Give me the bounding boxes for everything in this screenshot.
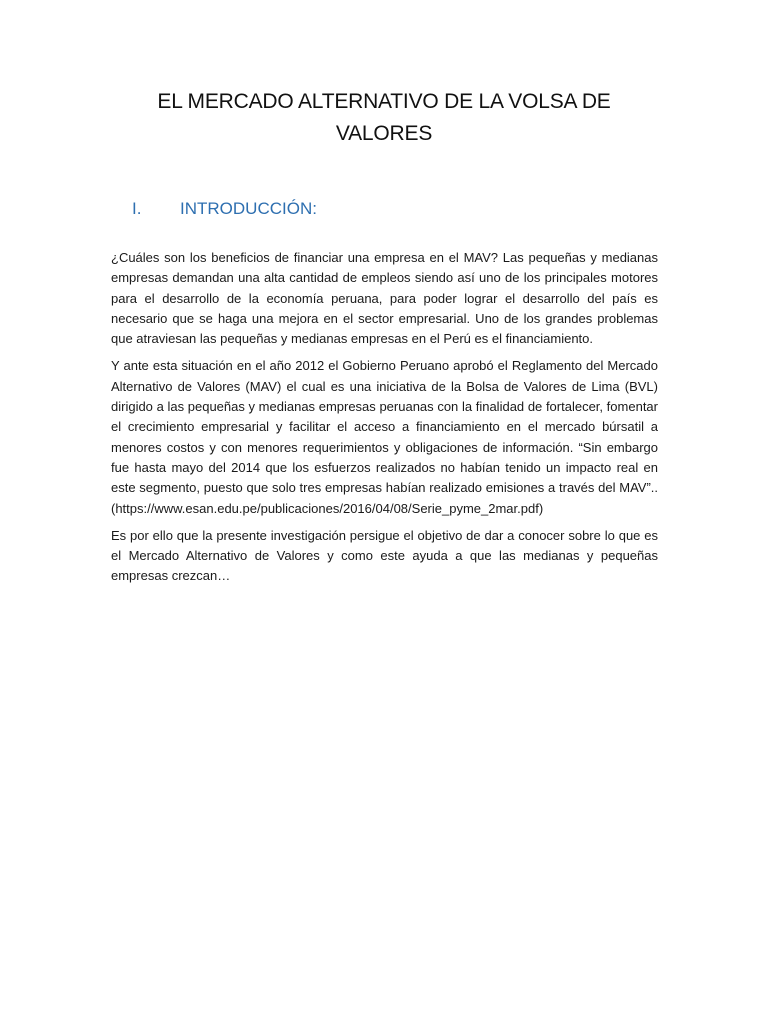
paragraph-1: ¿Cuáles son los beneficios de financiar una empresa en el MAV? Las pequeñas y medianas empresas demandan una alta cantidad de empleos siendo así uno de los principales motores para el desarrollo de la economía peruana, para poder lograr el desarrollo del país es necesario que se haga una mejora en el sector empresarial. Uno de los grandes problemas que atraviesan las pequeñas y medianas empresas en el Perú es el financiamiento. <box>111 250 658 347</box>
section-number: I. <box>132 199 142 218</box>
section-heading <box>132 197 317 221</box>
document-body <box>111 248 658 594</box>
title-line-1: EL MERCADO ALTERNATIVO DE LA VOLSA DE <box>157 90 611 113</box>
paragraph-2-url: (https://www.esan.edu.pe/publicaciones/2016/04/08/Serie_pyme_2mar.pdf) <box>111 500 544 516</box>
title-line-2: VALORES <box>335 122 433 145</box>
paragraph-2: Y ante esta situación en el año 2012 el Gobierno Peruano aprobó el Reglamento del Mercado Alternativo de Valores (MAV) el cual es una iniciativa de la Bolsa de Valores de Lima (BVL) dirigido a las pequeñas y medianas empresas peruanas con la finalidad de fortalecer, fomentar el crecimiento empresarial y facilitar el acceso a financiamiento en el mercado búrsatil a menores costos y con menores requerimientos y obligaciones de información. “Sin embargo fue hasta mayo del 2014 que los esfuerzos realizados no habían tenido un impacto real en este segmento, puesto que solo tres empresas habían realizado emisiones a través del MAV”.. <box>111 358 658 496</box>
paragraph-3: Es por ello que la presente investigación persigue el objetivo de dar a conocer sobre lo que es el Mercado Alternativo de Valores y como este ayuda a que las medianas y pequeñas empresas crezcan… <box>111 527 658 584</box>
section-title: INTRODUCCIÓN: <box>180 199 317 218</box>
document-title <box>110 86 658 150</box>
